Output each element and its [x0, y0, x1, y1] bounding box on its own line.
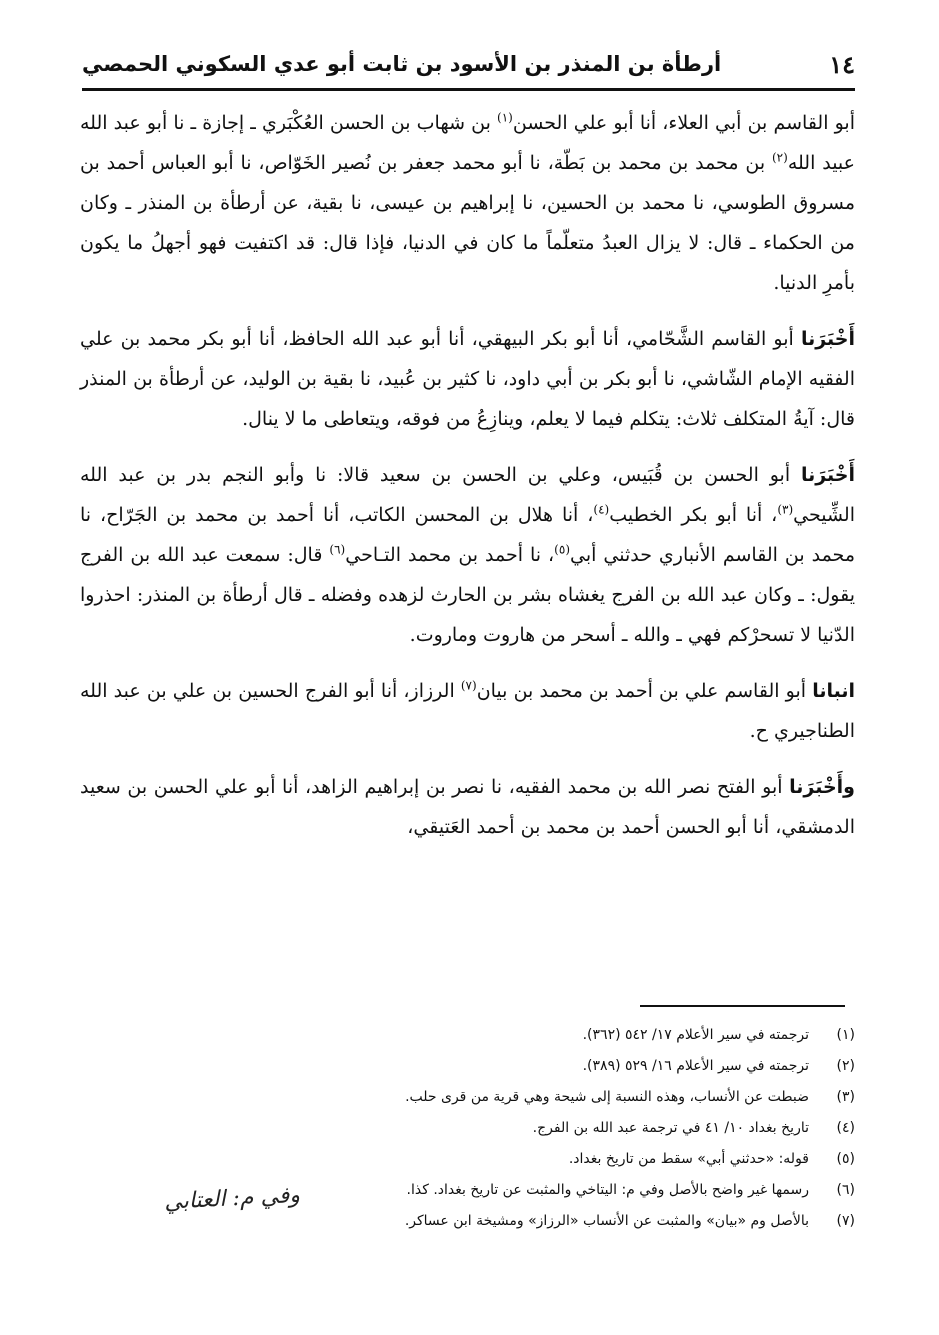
footnote-divider — [640, 1005, 845, 1007]
page-header — [82, 40, 855, 91]
paragraph-lead-word: أَخْبَرَنا — [800, 464, 855, 486]
footnote-ref: (٧) — [460, 678, 477, 693]
paragraph-lead-word: انبانا — [812, 680, 855, 702]
paragraph: انبانا أبو القاسم علي بن أحمد بن محمد بن بيان$^{(٧)}$ الرزاز، أنا أبو الفرج الحسين بن علي بن عبد الله الطناجيري ح. — [80, 678, 855, 742]
footnote: (٢) ترجمته في سير الأعلام ١٦/ ٥٢٩ (٣٨٩). — [582, 1058, 855, 1074]
footnote: (٣) ضبطت عن الأنساب، وهذه النسبة إلى شيحة وهي قرية من قرى حلب. — [405, 1089, 855, 1105]
body-text — [80, 103, 855, 863]
footnote-ref: (٥) — [554, 542, 570, 557]
paragraph: أَخْبَرَنا أبو القاسم الشَّحّامي، أنا أبو بكر البيهقي، أنا أبو عبد الله الحافظ، أنا أبو بكر محمد بن علي الفقيه الإمام الشّاشي، نا أبو بكر بن أبي داود، نا كثير بن عُبيد، نا بقية بن الوليد، عن أرطأة بن المنذر قال: آيةُ المتكلف ثلاث: يتكلم فيما لا يعلم، وينازِعُ من فوقه، ويتعاطى ما لا ينال. — [80, 328, 855, 430]
paragraph-lead-word: وأَخْبَرَنا — [789, 776, 855, 798]
paragraph: أَخْبَرَنا أبو الحسن بن قُبَيس، وعلي بن الحسن بن سعيد قالا: نا وأبو النجم بدر بن عبد الله الشِّيحي$^{(٣)}$، أنا أبو بكر الخطيب$^{(٤)}$، أنا هلال بن المحسن الكاتب، أنا أحمد بن محمد بن الجَرّاح، نا محمد بن القاسم الأنباري حدثني أبي$^{(٥)}$، نا أحمد بن محمد التـاحي$^{(٦)}$ قال: سمعت عبد الله بن الفرج يقول: ـ وكان عبد الله بن الفرج يغشاه بشر بن الحارث لزهده وفضله ـ قال أرطأة بن المنذر: احذروا الدّنيا لا تسحرْكم فهي ـ والله ـ أسحر من هاروت وماروت. — [80, 464, 855, 646]
footnote-ref: (٦) — [329, 542, 346, 557]
footnote: (١) ترجمته في سير الأعلام ١٧/ ٥٤٢ (٣٦٢). — [582, 1027, 855, 1043]
paragraph: وأَخْبَرَنا أبو الفتح نصر الله بن محمد الفقيه، نا نصر بن إبراهيم الزاهد، أنا أبو علي الحسن بن سعيد الدمشقي، أنا أبو الحسن أحمد بن محمد بن أحمد العَتيقي، — [80, 776, 855, 838]
footnote: (٧) بالأصل وم «بيان» والمثبت عن الأنساب «الرزاز» ومشيخة ابن عساكر. — [404, 1213, 855, 1229]
footnote-ref: (١) — [497, 110, 513, 125]
footnote: (٤) تاريخ بغداد ١٠/ ٤١ في ترجمة عبد الله بن الفرج. — [532, 1120, 855, 1136]
handwritten-annotation: وفي م: العتابي — [163, 1182, 301, 1215]
footnote-ref: (٢) — [771, 150, 788, 165]
footnote: (٦) رسمها غير واضح بالأصل وفي م: اليتاخي والمثبت عن تاريخ بغداد. كذا. — [406, 1182, 855, 1198]
footnote-ref: (٤) — [593, 502, 610, 517]
running-title: أرطأة بن المنذر بن الأسود بن ثابت أبو عدي السكوني الحمصي — [82, 52, 722, 76]
paragraph: أبو القاسم بن أبي العلاء، أنا أبو علي الحسن$^{(١)}$ بن شهاب بن الحسن العُكْبَري ـ إجازة ـ نا أبو عبد الله عبيد الله$^{(٢)}$ بن محمد بن محمد بن بَطّة، نا أبو محمد جعفر بن نُصير الخَوّاص، نا أبو العباس أحمد بن مسروق الطوسي، نا محمد بن الحسين، نا إبراهيم بن عيسى، نا بقية، عن أرطأة بن المنذر ـ وكان من الحكماء ـ قال: لا يزال العبدُ متعلّماً ما كان في الدنيا، فإذا قال: قد اكتفيت فهو أجهلُ ما يكون بأمرِ الدنيا. — [80, 110, 855, 294]
footnote: (٥) قوله: «حدثني أبي» سقط من تاريخ بغداد. — [568, 1151, 855, 1167]
paragraph-lead-word: أَخْبَرَنا — [800, 328, 855, 350]
footnote-ref: (٣) — [777, 502, 794, 517]
page-number: ١٤ — [829, 49, 855, 79]
